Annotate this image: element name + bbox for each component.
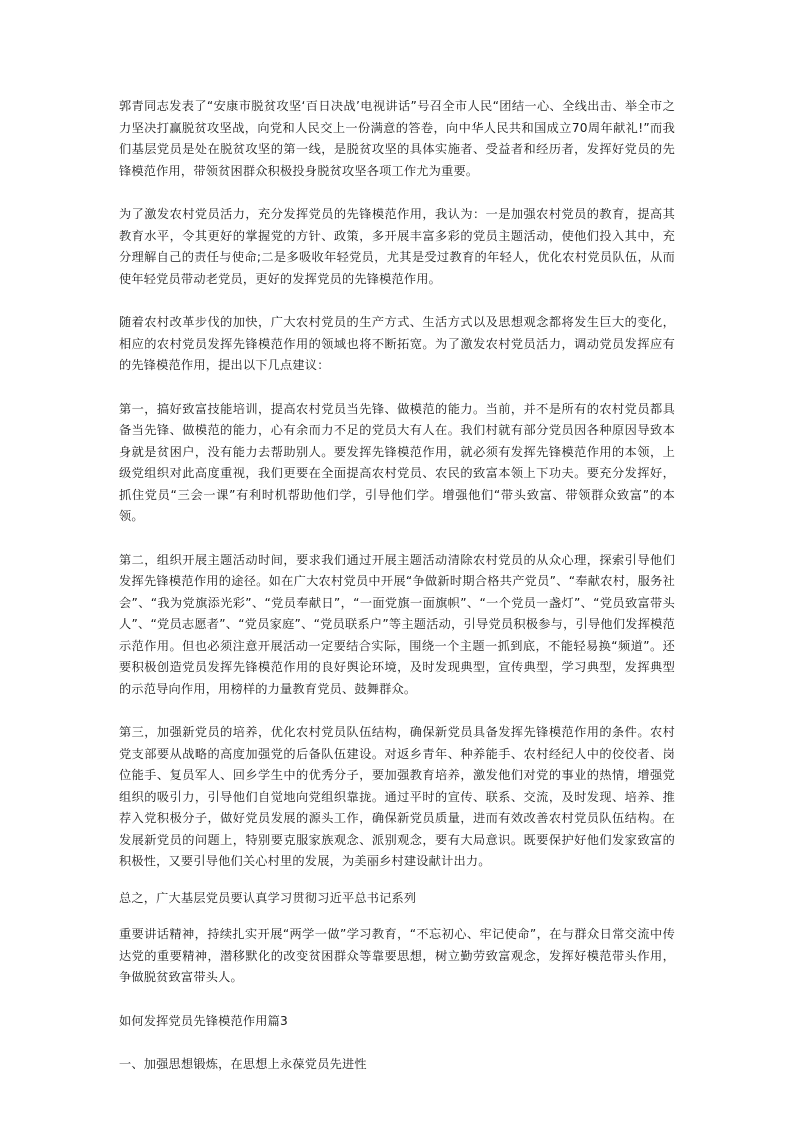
subsection-heading: 一、加强思想锻炼，在思想上永葆党员先进性 [119, 1057, 367, 1071]
paragraph-summary-start: 总之，广大基层党员要认真学习贯彻习近平总书记系列 [119, 890, 417, 905]
paragraph-intro: 郭青同志发表了“安康市脱贫攻坚‘百日决战’电视讲话”号召全市人民“团结一心、全线出击、举全市之力坚决打赢脱贫攻坚战，向党和人民交上一份满意的答卷，向中华人民共和国成立70周年献礼!”而我们基层党员是处在脱贫攻坚的第一线，是脱贫攻坚的具体实施者、受益者和经历者，发挥好党员的先锋模范作用，带领贫困群众积极投身脱贫攻坚各项工作尤为重要。 [119, 99, 675, 178]
paragraph-third-point: 第三，加强新党员的培养，优化农村党员队伍结构，确保新党员具备发挥先锋模范作用的条件。农村党支部要从战略的高度加强党的后备队伍建设。对返乡青年、种养能手、农村经纪人中的佼佼者、岗位能手、复员军人、回乡学生中的优秀分子，要加强教育培养，激发他们对党的事业的热情，增强党组织的吸引力，引导他们自觉地向党组织靠拢。通过平时的宣传、联系、交流，及时发现、培养、推荐入党积极分子，做好党员发展的源头工作，确保新党员质量，进而有效改善农村党员队伍结构。在发展新党员的问题上，特别要克服家族观念、派别观念，要有大局意识。既要保护好他们发家致富的积极性，又要引导他们关心村里的发展，为美丽乡村建设献计出力。 [119, 725, 675, 868]
paragraph-first-point: 第一，搞好致富技能培训，提高农村党员当先锋、做模范的能力。当前，并不是所有的农村党员都具备当先锋、做模范的能力，心有余而力不足的党员大有人在。我们村就有部分党员因各种原因导致本身就是贫困户，没有能力去帮助别人。要发挥先锋模范作用，就必须有发挥先锋模范作用的本领，上级党组织对此高度重视，我们更要在全面提高农村党员、农民的致富本领上下功夫。要充分发挥好，抓住党员“三会一课”有利时机帮助他们学，引导他们学。增强他们“带头致富、带领群众致富”的本领。 [119, 401, 675, 523]
paragraph-second-point: 第二，组织开展主题活动时间，要求我们通过开展主题活动清除农村党员的从众心理，探索引导他们发挥先锋模范作用的途径。如在广大农村党员中开展“争做新时期合格共产党员”、“奉献农村，服务社会”、“我为党旗添光彩”、“党员奉献日”，“一面党旗一面旗帜”、“一个党员一盏灯”、“党员致富带头人”、“党员志愿者”、“党员家庭”、“党员联系户”等主题活动，引导党员积极参与，引导他们发挥模范示范作用。但也必须注意开展活动一定要结合实际，围绕一个主题一抓到底，不能轻易换“频道”。还要积极创造党员发挥先锋模范作用的良好舆论环境，及时发现典型，宣传典型，学习典型，发挥典型的示范导向作用，用榜样的力量教育党员、鼓舞群众。 [119, 552, 675, 696]
paragraph-context: 随着农村改革步伐的加快，广大农村党员的生产方式、生活方式以及思想观念都将发生巨大的变化，相应的农村党员发挥先锋模范作用的领域也将不断拓宽。为了激发农村党员活力，调动党员发挥应有的先锋模范作用，提出以下几点建议： [119, 315, 675, 372]
section-title: 如何发挥党员先锋模范作用篇3 [119, 1013, 288, 1028]
paragraph-opinion: 为了激发农村党员活力，充分发挥党员的先锋模范作用，我认为：一是加强农村党员的教育，提高其教育水平，令其更好的掌握党的方针、政策，多开展丰富多彩的党员主题活动，使他们投入其中，充分理解自己的责任与使命;二是多吸收年轻党员，尤其是受过教育的年轻人，优化农村党员队伍，从而使年轻党员带动老党员，更好的发挥党员的先锋模范作用。 [119, 207, 675, 286]
paragraph-summary-continued: 重要讲话精神，持续扎实开展“两学一做”学习教育，“不忘初心、牢记使命”，在与群众日常交流中传达党的重要精神，潜移默化的改变贫困群众等靠要思想，树立勤劳致富观念，发挥好模范带头作用，争做脱贫致富带头人。 [119, 927, 675, 984]
document-page [119, 96, 675, 1098]
